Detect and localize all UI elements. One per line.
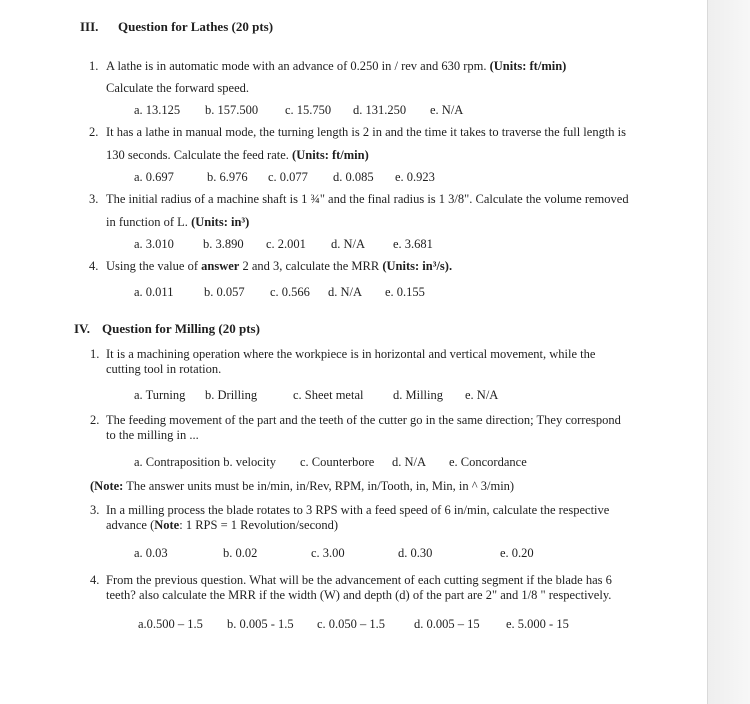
question-line: It has a lathe in manual mode, the turning length is 2 in and the time it takes to traverse the full length is [106,125,627,139]
question-text [106,59,566,73]
answer-option[interactable]: d. 0.30 [398,546,433,560]
answer-option[interactable]: a. Contraposition b. velocity [134,455,276,469]
question-line: 2 and 3, calculate the MRR [242,259,380,273]
answer-option[interactable]: b. 0.057 [204,285,245,299]
answer-option[interactable]: c. 0.566 [270,285,310,299]
question-emphasis: answer [201,259,240,273]
answer-option[interactable]: e. 0.923 [395,170,435,184]
question-number: 2. [90,413,100,427]
question-line: A lathe is in automatic mode with an advance of 0.250 in / rev and 630 rpm. [106,59,487,73]
question-text [106,259,452,273]
question-number: 2. [89,125,99,139]
section-title: Question for Milling (20 pts) [102,321,260,336]
note-label: Note [154,518,180,532]
answer-option[interactable]: b. 0.005 - 1.5 [227,617,294,631]
answer-option[interactable]: c. Sheet metal [293,388,364,402]
answer-option[interactable]: d. 0.085 [333,170,374,184]
question-text [106,215,249,229]
answer-option[interactable]: b. Drilling [205,388,258,402]
question-text [106,518,338,532]
question-line: It is a machining operation where the workpiece is in horizontal and vertical movement, while the [106,347,596,361]
answer-option[interactable]: c. 15.750 [285,103,332,117]
answer-option[interactable]: d. N/A [331,237,366,251]
question-number: 4. [90,573,100,587]
answer-option[interactable]: a. 0.697 [134,170,174,184]
answer-option[interactable]: b. 3.890 [203,237,244,251]
question-line: in function of L. [106,215,188,229]
answer-option[interactable]: b. 6.976 [207,170,248,184]
answer-option[interactable]: a. Turning [134,388,186,402]
section-number: IV. [74,321,91,336]
answer-option[interactable]: a. 13.125 [134,103,181,117]
answer-option[interactable]: e. 0.20 [500,546,534,560]
question-number: 1. [89,59,99,73]
answer-option[interactable]: e. Concordance [449,455,527,469]
question-units: (Units: ft/min) [292,148,369,162]
answer-option[interactable]: a.0.500 – 1.5 [138,617,203,631]
answer-option[interactable]: c. 0.077 [268,170,308,184]
question-line: The feeding movement of the part and the teeth of the cutter go in the same direction; They correspond [106,413,621,427]
answer-option[interactable]: c. 3.00 [311,546,345,560]
question-line: From the previous question. What will be the advancement of each cutting segment if the blade has 6 [106,573,612,587]
answer-option[interactable]: d. Milling [393,388,444,402]
answer-option[interactable]: a. 0.03 [134,546,168,560]
note-text: The answer units must be in/min, in/Rev, RPM, in/Tooth, in, Min, in ^ 3/min) [126,479,515,493]
answer-option[interactable]: d. 131.250 [353,103,407,117]
question-line: Using the value of [106,259,198,273]
question-line: 130 seconds. Calculate the feed rate. [106,148,289,162]
note-label: (Note: [90,479,124,493]
page-margin-shadow [708,0,750,704]
question-line: The initial radius of a machine shaft is 1 ¾" and the final radius is 1 3/8". Calculate the volume removed [106,192,629,206]
answer-option[interactable]: d. N/A [328,285,363,299]
answer-option[interactable]: c. 0.050 – 1.5 [317,617,386,631]
answer-option[interactable]: c. Counterbore [300,455,375,469]
section-title: Question for Lathes (20 pts) [118,19,274,34]
answer-option[interactable]: e. N/A [465,388,499,402]
answer-option[interactable]: a. 3.010 [134,237,174,251]
units-note [90,479,514,493]
question-units: (Units: in³) [191,215,250,229]
answer-option[interactable]: d. N/A [392,455,427,469]
answer-option[interactable]: e. N/A [430,103,464,117]
answer-option[interactable]: e. 3.681 [393,237,433,251]
question-line: Calculate the forward speed. [106,81,249,95]
question-units: (Units: ft/min) [489,59,567,73]
question-number: 1. [90,347,100,361]
question-units: (Units: in³/s). [382,259,453,273]
question-number: 3. [89,192,99,206]
answer-option[interactable]: c. 2.001 [266,237,306,251]
question-line: advance ( [106,518,155,532]
question-line: cutting tool in rotation. [106,362,222,376]
answer-option[interactable]: b. 0.02 [223,546,258,560]
question-line: to the milling in ... [106,428,199,442]
question-number: 4. [89,259,99,273]
question-number: 3. [90,503,100,517]
answer-option[interactable]: e. 0.155 [385,285,425,299]
question-line: In a milling process the blade rotates to 3 RPS with a feed speed of 6 in/min, calculate the respective [106,503,610,517]
question-text [106,148,369,162]
answer-option[interactable]: a. 0.011 [134,285,174,299]
answer-option[interactable]: e. 5.000 - 15 [506,617,569,631]
answer-option[interactable]: d. 0.005 – 15 [414,617,480,631]
question-line: teeth? also calculate the MRR if the width (W) and depth (d) of the part are 2" and 1/8 " respectively. [106,588,612,602]
answer-option[interactable]: b. 157.500 [205,103,259,117]
question-line: : 1 RPS = 1 Revolution/second) [179,518,339,532]
section-number: III. [80,19,99,34]
